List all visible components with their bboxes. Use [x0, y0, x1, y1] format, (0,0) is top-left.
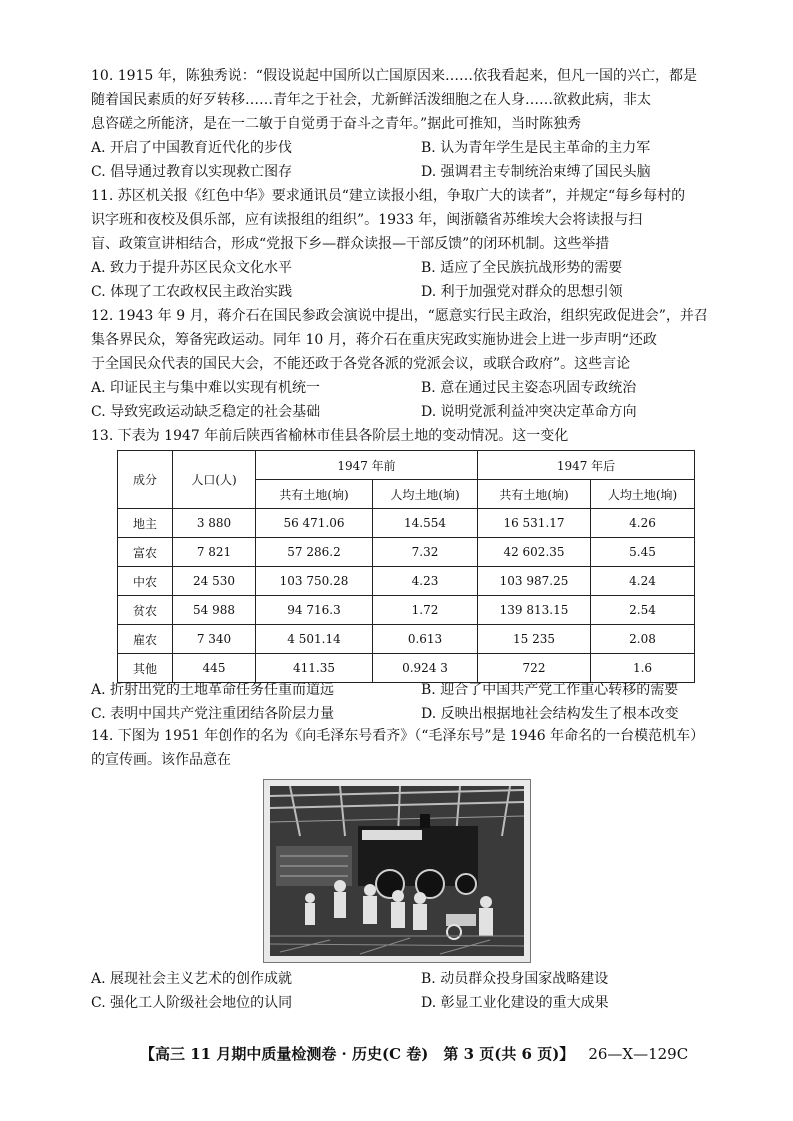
footer-title: 【高三 11 月期中质量检测卷 · 历史(C 卷) 第 3 页(共 6 页)】 [140, 1045, 575, 1063]
question-10-option-b[interactable]: B. 认为青年学生是民主革命的主力军 [421, 140, 651, 156]
row-before-per-capita: 1.72 [373, 596, 478, 625]
question-12-line-1: 12. 1943 年 9 月，蒋介石在国民参政会演说中提出，“愿意实行民主政治，组织宪政促进会”，并召 [91, 308, 708, 324]
row-category: 地主 [118, 509, 173, 538]
header-before-total-land: 共有土地(垧) [256, 480, 373, 509]
question-11-options [91, 256, 731, 304]
row-after-per-capita: 1.6 [591, 654, 695, 683]
table-row [118, 625, 695, 654]
question-11-option-a[interactable]: A. 致力于提升苏区民众文化水平 [91, 260, 293, 276]
row-population: 445 [173, 654, 256, 683]
question-12-option-a[interactable]: A. 印证民主与集中难以实现有机统一 [91, 380, 321, 396]
question-11-line-3: 盲、政策宣讲相结合，形成“党报下乡—群众读报—干部反馈”的闭环机制。这些举措 [91, 236, 610, 252]
row-category: 雇农 [118, 625, 173, 654]
header-population: 人口(人) [173, 451, 256, 509]
header-after-1947: 1947 年后 [478, 451, 695, 480]
question-11-option-d[interactable]: D. 利于加强党对群众的思想引领 [421, 284, 623, 300]
row-category: 其他 [118, 654, 173, 683]
question-10-option-a[interactable]: A. 开启了中国教育近代化的步伐 [91, 140, 293, 156]
header-after-total-land: 共有土地(垧) [478, 480, 591, 509]
question-13-option-b[interactable]: B. 迎合了中国共产党工作重心转移的需要 [421, 682, 679, 698]
row-population: 3 880 [173, 509, 256, 538]
question-11 [91, 184, 731, 256]
row-before-total: 94 716.3 [256, 596, 373, 625]
row-before-per-capita: 14.554 [373, 509, 478, 538]
header-before-1947: 1947 年前 [256, 451, 478, 480]
row-population: 7 821 [173, 538, 256, 567]
question-12-line-2: 集各界民众，筹备宪政运动。同年 10 月，蒋介石在重庆宪政实施协进会上进一步声明“还政 [91, 332, 657, 348]
row-after-total: 16 531.17 [478, 509, 591, 538]
table-row [118, 509, 695, 538]
row-population: 24 530 [173, 567, 256, 596]
question-10-option-c[interactable]: C. 倡导通过教育以实现救亡图存 [91, 164, 293, 180]
question-10-options [91, 136, 731, 184]
row-population: 54 988 [173, 596, 256, 625]
row-after-total: 103 987.25 [478, 567, 591, 596]
row-before-total: 56 471.06 [256, 509, 373, 538]
question-11-line-2: 识字班和夜校及俱乐部，应有读报组的组织”。1933 年，闽浙赣省苏维埃大会将读报与扫 [91, 212, 643, 228]
question-12-option-d[interactable]: D. 说明党派利益冲突决定革命方向 [421, 404, 637, 420]
row-after-total: 15 235 [478, 625, 591, 654]
page-footer [140, 1043, 688, 1064]
row-after-total: 42 602.35 [478, 538, 591, 567]
question-12-options [91, 376, 731, 424]
question-10-line-1: 10. 1915 年，陈独秀说：“假设说起中国所以亡国原因来……依我看起来，但凡一国的兴亡，都是 [91, 68, 697, 84]
row-after-per-capita: 4.26 [591, 509, 695, 538]
question-10 [91, 64, 731, 136]
row-after-per-capita: 5.45 [591, 538, 695, 567]
row-after-total: 722 [478, 654, 591, 683]
row-after-total: 139 813.15 [478, 596, 591, 625]
question-14-option-b[interactable]: B. 动员群众投身国家战略建设 [421, 971, 609, 987]
question-12-option-c[interactable]: C. 导致宪政运动缺乏稳定的社会基础 [91, 404, 321, 420]
question-13-option-a[interactable]: A. 折射出党的土地革命任务任重而道远 [91, 682, 335, 698]
question-10-line-3: 息咨磋之所能济，是在一二敏于自觉勇于奋斗之青年。”据此可推知，当时陈独秀 [91, 116, 582, 132]
row-after-per-capita: 2.08 [591, 625, 695, 654]
row-before-total: 103 750.28 [256, 567, 373, 596]
row-before-per-capita: 7.32 [373, 538, 478, 567]
header-category: 成分 [118, 451, 173, 509]
question-14-option-c[interactable]: C. 强化工人阶级社会地位的认同 [91, 995, 293, 1011]
question-11-line-1: 11. 苏区机关报《红色中华》要求通讯员“建立读报小组，争取广大的读者”，并规定“每乡每村的 [91, 188, 686, 204]
row-before-per-capita: 4.23 [373, 567, 478, 596]
row-before-total: 4 501.14 [256, 625, 373, 654]
question-13-option-c[interactable]: C. 表明中国共产党注重团结各阶层力量 [91, 706, 335, 722]
row-population: 7 340 [173, 625, 256, 654]
question-10-line-2: 随着国民素质的好歹转移……青年之于社会，尤新鲜活泼细胞之在人身……欲救此病，非太 [91, 92, 651, 108]
question-14-line-1: 14. 下图为 1951 年创作的名为《向毛泽东号看齐》（“毛泽东号”是 1946 年命名的一台模范机车） [91, 728, 705, 744]
table-row [118, 538, 695, 567]
row-before-per-capita: 0.613 [373, 625, 478, 654]
question-11-option-c[interactable]: C. 体现了工农政权民主政治实践 [91, 284, 293, 300]
row-category: 富农 [118, 538, 173, 567]
row-before-total: 57 286.2 [256, 538, 373, 567]
question-13-options [91, 678, 731, 726]
question-10-option-d[interactable]: D. 强调君主专制统治束缚了国民头脑 [421, 164, 651, 180]
locomotive-workers-illustration [270, 786, 524, 956]
header-before-per-capita: 人均土地(垧) [373, 480, 478, 509]
question-14-option-d[interactable]: D. 彰显工业化建设的重大成果 [421, 995, 609, 1011]
question-14-option-a[interactable]: A. 展现社会主义艺术的创作成就 [91, 971, 293, 987]
land-change-table [117, 450, 695, 683]
question-12-option-b[interactable]: B. 意在通过民主姿态巩固专政统治 [421, 380, 637, 396]
question-13-line-1: 13. 下表为 1947 年前后陕西省榆林市佳县各阶层土地的变动情况。这一变化 [91, 428, 569, 444]
row-after-per-capita: 4.24 [591, 567, 695, 596]
question-14 [91, 724, 731, 772]
table-row [118, 596, 695, 625]
question-14-options [91, 967, 731, 1015]
table-row [118, 567, 695, 596]
row-before-per-capita: 0.924 3 [373, 654, 478, 683]
footer-code: 26—X—129C [588, 1045, 689, 1063]
row-after-per-capita: 2.54 [591, 596, 695, 625]
row-category: 中农 [118, 567, 173, 596]
propaganda-woodcut-image [263, 779, 531, 963]
question-11-option-b[interactable]: B. 适应了全民族抗战形势的需要 [421, 260, 623, 276]
header-after-per-capita: 人均土地(垧) [591, 480, 695, 509]
question-14-line-2: 的宣传画。该作品意在 [91, 752, 231, 768]
question-13-option-d[interactable]: D. 反映出根据地社会结构发生了根本改变 [421, 706, 679, 722]
question-12 [91, 304, 731, 376]
question-12-line-3: 于全国民众代表的国民大会，不能还政于各党各派的党派会议，或联合政府”。这些言论 [91, 356, 631, 372]
row-before-total: 411.35 [256, 654, 373, 683]
question-13 [91, 424, 731, 448]
row-category: 贫农 [118, 596, 173, 625]
